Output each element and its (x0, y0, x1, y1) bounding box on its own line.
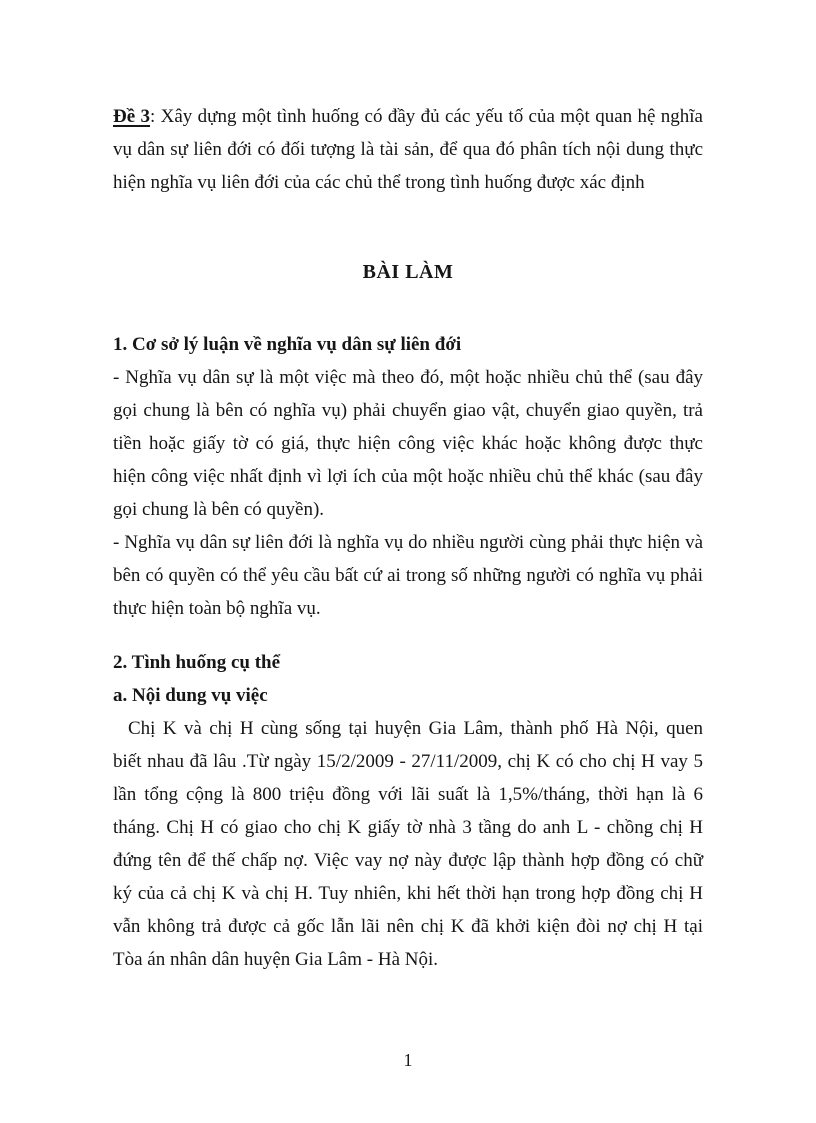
intro-first-line-text: Xây dựng một tình huống có đầy đủ các yếu tố của một quan hệ nghĩa (160, 106, 703, 127)
intro-colon: : (150, 106, 156, 127)
text-line: đứng tên để thế chấp nợ. Việc vay nợ này được lập thành hợp đồng có chữ (113, 850, 703, 871)
text-line: bên có quyền có thể yêu cầu bất cứ ai trong số những người có nghĩa vụ phải (113, 565, 703, 586)
text-line: hiện công việc nhất định vì lợi ích của một hoặc nhiều chủ thể khác (sau đây (113, 466, 703, 487)
text-line: gọi chung là bên có nghĩa vụ) phải chuyển giao vật, chuyển giao quyền, trả (113, 400, 703, 421)
page-number: 1 (403, 1050, 413, 1070)
document-title: BÀI LÀM (362, 261, 454, 283)
text-line: Tòa án nhân dân huyện Gia Lâm - Hà Nội. (113, 949, 439, 970)
section2-paragraph (113, 712, 703, 976)
text-line: vẫn không trả được cả gốc lẫn lãi nên chị K đã khởi kiện đòi nợ chị H tại (113, 916, 703, 937)
text-line: vụ dân sự liên đới có đối tượng là tài sản, để qua đó phân tích nội dung thực (113, 139, 703, 160)
text-line: ký của cả chị K và chị H. Tuy nhiên, khi hết thời hạn trong hợp đồng chị H (113, 883, 703, 904)
text-line: lần tổng cộng là 800 triệu đồng với lãi suất là 1,5%/tháng, thời hạn là 6 (113, 784, 703, 805)
intro-lines (113, 133, 703, 199)
intro-paragraph (113, 100, 703, 199)
intro-label: Đề 3 (113, 106, 151, 127)
text-line: Chị K và chị H cùng sống tại huyện Gia Lâm, thành phố Hà Nội, quen (128, 718, 703, 739)
text-line: tiền hoặc giấy tờ có giá, thực hiện công việc khác hoặc không được thực (113, 433, 703, 454)
text-line: hiện nghĩa vụ liên đới của các chủ thể trong tình huống được xác định (113, 172, 645, 193)
text-line: biết nhau đã lâu .Từ ngày 15/2/2009 - 27/11/2009, chị K có cho chị H vay 5 (113, 751, 703, 772)
section2-heading: 2. Tình huống cụ thể (113, 652, 281, 673)
text-line: - Nghĩa vụ dân sự liên đới là nghĩa vụ do nhiều người cùng phải thực hiện và (113, 532, 703, 553)
section1-paragraph-2 (113, 526, 703, 625)
text-line: gọi chung là bên có quyền). (113, 499, 325, 520)
intro-line-first (113, 100, 703, 133)
text-line: - Nghĩa vụ dân sự là một việc mà theo đó, một hoặc nhiều chủ thể (sau đây (113, 367, 703, 388)
section2-subheading: a. Nội dung vụ việc (113, 685, 268, 706)
section1-paragraph-1 (113, 361, 703, 526)
text-line: thực hiện toàn bộ nghĩa vụ. (113, 598, 321, 619)
section1-heading: 1. Cơ sở lý luận về nghĩa vụ dân sự liên đới (113, 334, 462, 355)
text-line: tháng. Chị H có giao cho chị K giấy tờ nhà 3 tầng do anh L - chồng chị H (113, 817, 703, 838)
